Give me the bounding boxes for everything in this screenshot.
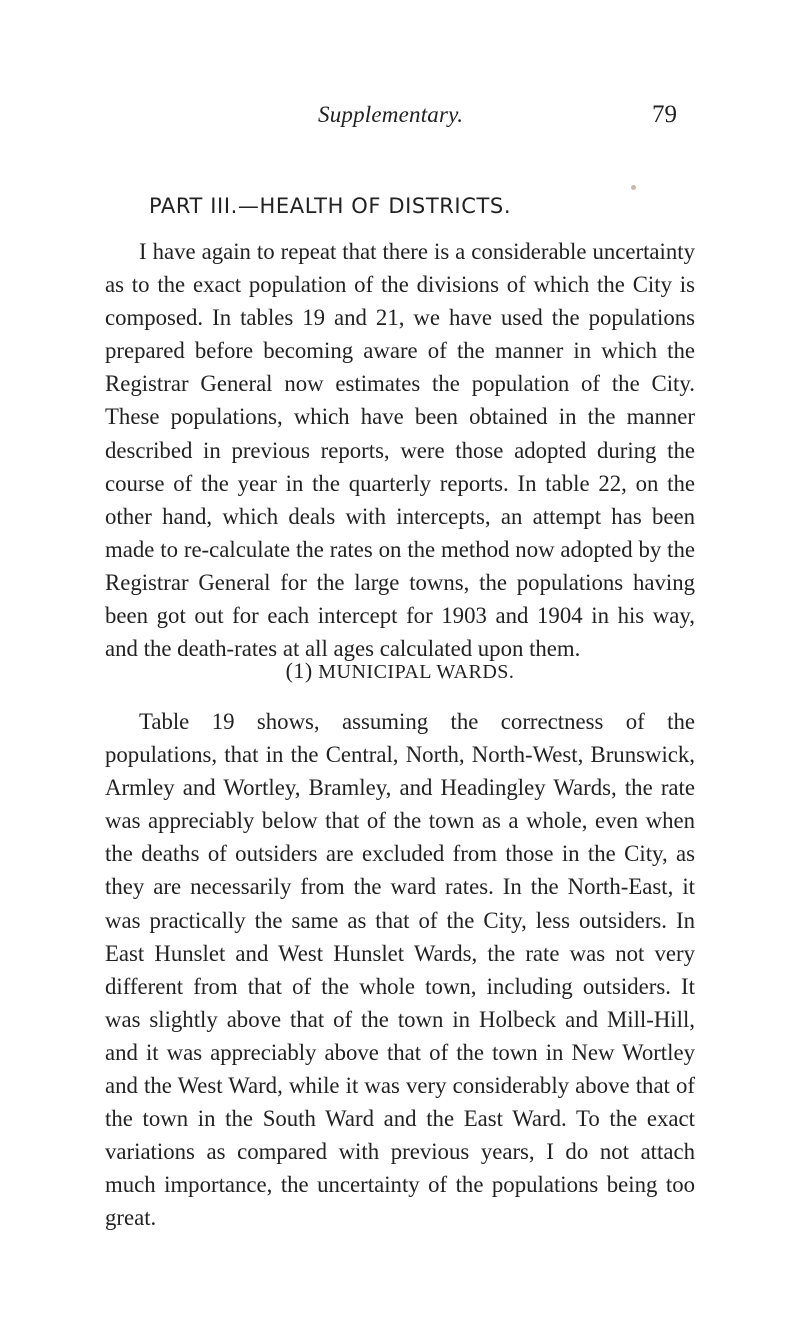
print-speck bbox=[631, 185, 636, 190]
paragraph-intro: I have again to repeat that there is a considerable uncertainty as to the exact population of the divisions of which the City is composed. In tables 19 and 21, we have used the populations prepared before becoming aware of the manner in which the Registrar General now estimates the population of the City. These populations, which have been obtained in the manner described in previous reports, were those adopted during the course of the year in the quarterly reports. In table 22, on the other hand, which deals with intercepts, an attempt has been made to re-calculate the rates on the method now adopted by the Registrar General for the large towns, the populations having been got out for each intercept for 1903 and 1904 in his way, and the death-rates at all ages calculated upon them. bbox=[105, 239, 695, 662]
paragraph-wards: Table 19 shows, assuming the correctness of the populations, that in the Central, North, North-West, Brunswick, Armley and Wortley, Bramley, and Headingley Wards, the rate was appreciably below that of the town as a whole, even when the deaths of outsiders are excluded from those in the City, as they are necessarily from the ward rates. In the North-East, it was practically the same as that of the City, less outsiders. In East Hunslet and West Hunslet Wards, the rate was not very different from that of the whole town, including outsiders. It was slightly above that of the town in Holbeck and Mill-Hill, and it was appreciably above that of the town in New Wortley and the West Ward, while it was very considerably above that of the town in the South Ward and the East Ward. To the exact variations as compared with previous years, I do not attach much importance, the uncertainty of the populations being too great. bbox=[105, 709, 695, 1231]
page-number: 79 bbox=[652, 101, 677, 128]
section-number: (1) bbox=[285, 658, 313, 683]
part-title: PART III.—HEALTH OF DISTRICTS. bbox=[149, 194, 512, 218]
section-heading bbox=[0, 658, 800, 684]
running-head: Supplementary. bbox=[318, 102, 464, 127]
section-title: MUNICIPAL WARDS. bbox=[318, 661, 515, 683]
